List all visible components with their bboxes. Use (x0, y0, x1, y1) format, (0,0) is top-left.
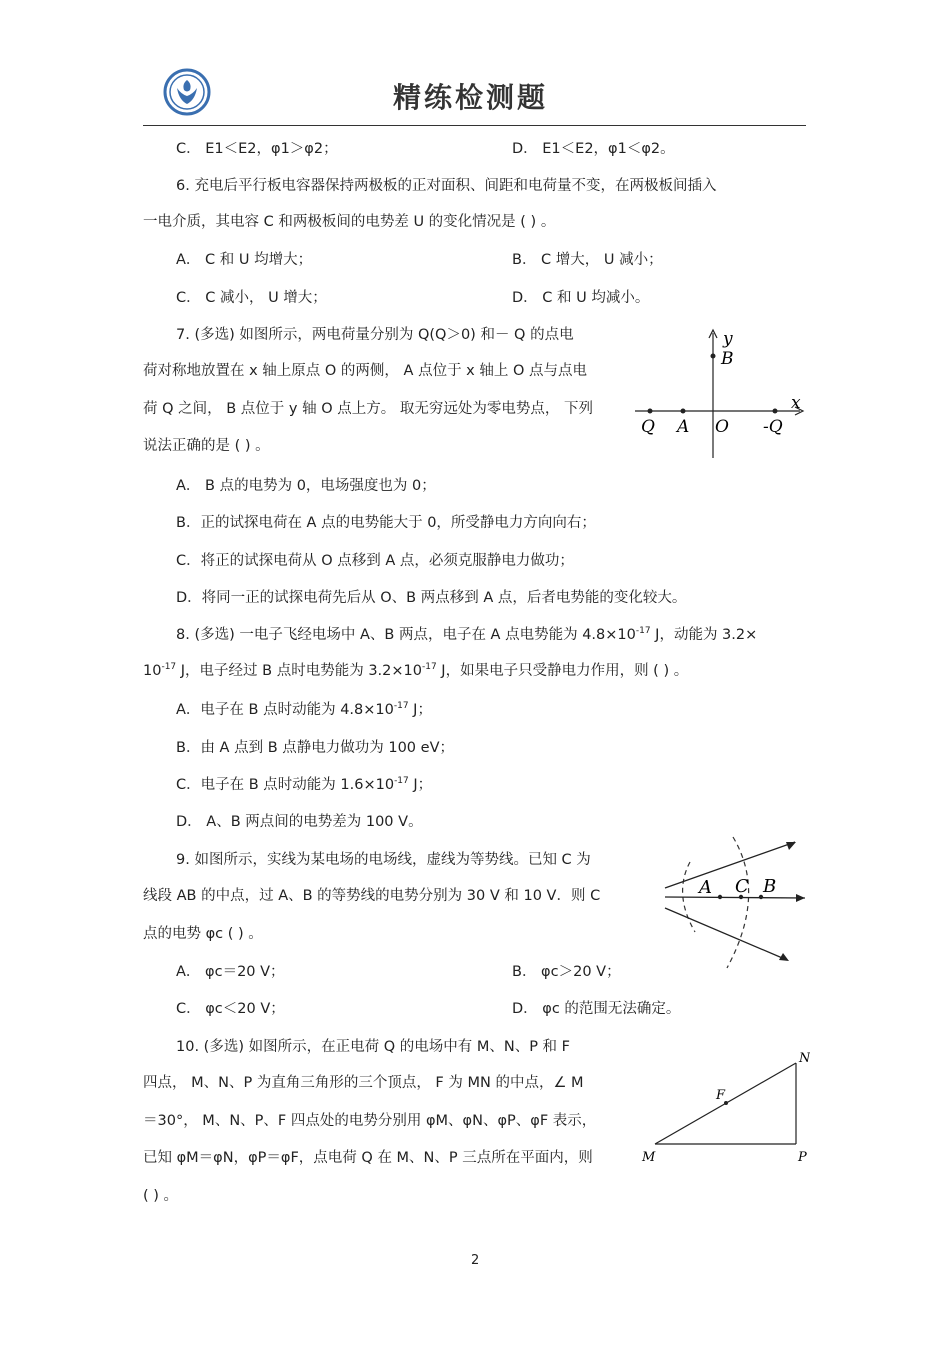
hands-logo-icon (163, 68, 211, 116)
q8-option-a-part2: J； (408, 702, 432, 718)
q8-line2-part1: 10 (143, 663, 162, 679)
q8-option-b: B．由 A 点到 B 点静电力做功为 100 eV； (176, 740, 454, 756)
q5-option-c: C． E1＜E2，φ1＞φ2； (176, 141, 338, 157)
page-title: 精练检测题 (393, 81, 549, 114)
q8-line2-part3: J，如果电子只受静电力作用，则 ( ) 。 (436, 663, 689, 679)
a-label: A (677, 417, 690, 437)
q10-stem-line3: ＝30°， M、N、P、F 四点处的电势分别用 φM、φN、φP、φF 表示， (143, 1113, 597, 1129)
x-label: x (791, 393, 801, 413)
o-label: O (715, 417, 729, 437)
q7-option-c: C．将正的试探电荷从 O 点移到 A 点，必须克服静电力做功； (176, 553, 574, 569)
q9-option-c: C． φc＜20 V； (176, 1001, 285, 1017)
n-label: N (799, 1051, 810, 1066)
p-label: P (798, 1150, 807, 1165)
field-line-lower (665, 908, 787, 960)
q6-option-b: B． C 增大， U 减小； (512, 252, 663, 268)
q10-stem-line2: 四点， M、N、P 为直角三角形的三个顶点， F 为 MN 的中点，∠ M (143, 1075, 584, 1091)
q7-option-b: B．正的试探电荷在 A 点的电势能大于 0，所受静电力方向向右； (176, 515, 596, 531)
point-a (718, 895, 722, 899)
q8-option-c (176, 773, 432, 794)
q8-line1-part1: 8. (多选) 一电子飞经电场中 A、B 两点，电子在 A 点电势能为 4.8×10 (176, 627, 636, 643)
q6-stem-line1: 6. 充电后平行板电容器保持两极板的正对面积、间距和电荷量不变，在两极板间插入 (176, 178, 717, 194)
q9-option-a: A． φc＝20 V； (176, 964, 285, 980)
q8-stem-line2 (143, 659, 688, 680)
c-label: C (735, 876, 749, 897)
q8-option-c-part2: J； (408, 777, 433, 793)
q8-option-d: D． A、B 两点间的电势差为 100 V。 (176, 814, 423, 830)
y-label: y (723, 329, 733, 349)
q8-option-c-part1: C．电子在 B 点时动能为 1.6×10 (176, 777, 395, 793)
q7-option-a: A． B 点的电势为 0，电场强度也为 0； (176, 478, 436, 494)
neg-q-label: -Q (763, 417, 783, 437)
q8-line1-exponent: -17 (635, 626, 651, 637)
q8-option-c-exponent: -17 (394, 776, 409, 787)
b-label: B (763, 876, 777, 897)
q9-stem-line2: 线段 AB 的中点，过 A、B 的等势线的电势分别为 30 V 和 10 V．则 C (143, 888, 601, 904)
q10-stem-line1: 10. (多选) 如图所示，在正电荷 Q 的电场中有 M、N、P 和 F (176, 1039, 570, 1055)
q7-stem-line2: 荷对称地放置在 x 轴上原点 O 的两侧， A 点位于 x 轴上 O 点与点电 (143, 363, 587, 379)
q8-option-a (176, 698, 432, 719)
q9-option-d: D． φc 的范围无法确定。 (512, 1001, 681, 1017)
equipotential-b (727, 837, 749, 968)
arrowhead-middle-icon (796, 894, 805, 902)
q8-line2-exponent2: -17 (421, 662, 437, 673)
q10-stem-line4: 已知 φM＝φN，φP＝φF，点电荷 Q 在 M、N、P 三点所在平面内，则 (143, 1150, 593, 1166)
q6-option-a: A． C 和 U 均增大； (176, 252, 313, 268)
q7-stem-line4: 说法正确的是 ( ) 。 (143, 438, 270, 454)
q8-stem-line1 (176, 623, 757, 644)
page-number: 2 (471, 1253, 480, 1268)
point-neg-q (773, 409, 778, 414)
header-rule (143, 125, 806, 126)
q6-option-d: D． C 和 U 均减小。 (512, 290, 650, 306)
b-label: B (721, 349, 734, 369)
arrowhead-upper-icon (786, 842, 796, 850)
f-label: F (716, 1088, 726, 1103)
q8-line2-part2: J，电子经过 B 点时电势能为 3.2×10 (176, 663, 422, 679)
logo (163, 68, 211, 116)
a-label: A (699, 877, 712, 898)
q7-stem-line3: 荷 Q 之间， B 点位于 y 轴 O 点上方。 取无穷远处为零电势点， 下列 (143, 401, 593, 417)
point-a (681, 409, 686, 414)
field-line-middle (665, 897, 805, 898)
q8-line1-part2: J，动能为 3.2× (650, 627, 758, 643)
q9-stem-line3: 点的电势 φc ( ) 。 (143, 926, 263, 942)
q8-line2-exponent1: -17 (161, 662, 177, 673)
q7-option-d: D．将同一正的试探电荷先后从 O、B 两点移到 A 点，后者电势能的变化较大。 (176, 590, 687, 606)
q10-stem-line5: ( ) 。 (143, 1188, 179, 1204)
q-label: Q (641, 417, 655, 437)
q5-option-d: D． E1＜E2，φ1＜φ2。 (512, 141, 675, 157)
q8-option-a-exponent: -17 (393, 701, 409, 712)
q9-option-b: B． φc＞20 V； (512, 964, 621, 980)
point-b (711, 354, 716, 359)
q9-stem-line1: 9. 如图所示，实线为某电场的电场线，虚线为等势线。已知 C 为 (176, 852, 591, 868)
q7-figure (635, 328, 810, 463)
q6-option-c: C． C 减小， U 增大； (176, 290, 327, 306)
q7-stem-line1: 7. (多选) 如图所示，两电荷量分别为 Q(Q＞0) 和－ Q 的点电 (176, 327, 574, 343)
q8-option-a-part1: A．电子在 B 点时动能为 4.8×10 (176, 702, 394, 718)
point-q (648, 409, 653, 414)
q6-stem-line2: 一电介质，其电容 C 和两极板间的电势差 U 的变化情况是 ( ) 。 (143, 214, 556, 230)
q9-figure (655, 832, 805, 970)
q10-figure (640, 1046, 810, 1166)
m-label: M (642, 1150, 656, 1165)
